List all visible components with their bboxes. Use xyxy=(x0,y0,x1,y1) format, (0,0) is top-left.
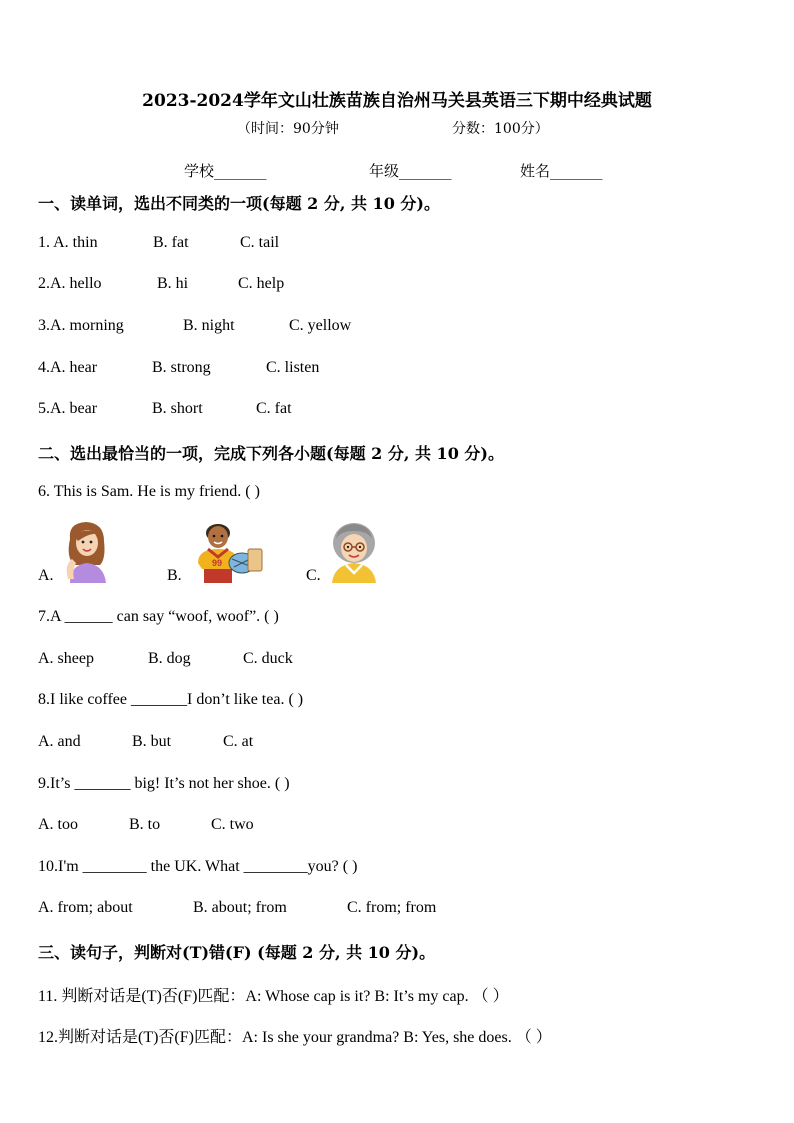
boy-football-player-picture xyxy=(192,519,264,583)
name-field: 姓名_______ xyxy=(520,162,603,180)
question-9-text: 9.It’s _______ big! It’s not her shoe. ( ) xyxy=(38,775,290,792)
question-4-option-c: C. listen xyxy=(266,359,320,376)
question-6-option-b: B. xyxy=(167,567,182,584)
question-11-text: 11. 判断对话是(T)否(F)匹配：A: Whose cap is it? B: It’s my cap. （ ） xyxy=(38,988,509,1005)
question-1-option-c: C. tail xyxy=(240,234,280,251)
question-9-option-a: A. too xyxy=(38,816,78,833)
question-10-text: 10.I'm ________ the UK. What ________you? ( ) xyxy=(38,858,358,875)
grandma-picture xyxy=(328,521,380,583)
question-3-option-c: C. yellow xyxy=(289,317,352,334)
question-12-text: 12.判断对话是(T)否(F)匹配：A: Is she your grandma? B: Yes, she does. （ ） xyxy=(38,1029,552,1046)
question-4-option-a: 4.A. hear xyxy=(38,359,98,376)
question-2-option-a: 2.A. hello xyxy=(38,275,102,292)
question-2-option-b: B. hi xyxy=(157,275,189,292)
question-6-option-c: C. xyxy=(306,567,321,584)
question-7-option-c: C. duck xyxy=(243,650,293,667)
grade-field: 年级_______ xyxy=(369,162,452,180)
question-1-option-a: 1. A. thin xyxy=(38,234,98,251)
question-10-option-b: B. about; from xyxy=(193,899,287,916)
question-3-option-a: 3.A. morning xyxy=(38,317,124,334)
exam-time: （时间：90分钟 xyxy=(237,121,339,137)
exam-score: 分数：100分） xyxy=(452,121,549,137)
question-8-option-b: B. but xyxy=(132,733,172,750)
question-8-text: 8.I like coffee _______I don’t like tea. ( ) xyxy=(38,691,304,708)
section-3-heading: 三、读句子，判断对(T)错(F) (每题 2 分, 共 10 分)。 xyxy=(38,943,436,962)
question-9-option-b: B. to xyxy=(129,816,161,833)
school-field: 学校_______ xyxy=(184,162,267,180)
section-1-heading: 一、读单词，选出不同类的一项(每题 2 分, 共 10 分)。 xyxy=(38,194,440,213)
question-6-text: 6. This is Sam. He is my friend. ( ) xyxy=(38,483,260,500)
section-2-heading: 二、选出最恰当的一项，完成下列各小题(每题 2 分, 共 10 分)。 xyxy=(38,444,504,463)
question-7-option-a: A. sheep xyxy=(38,650,94,667)
question-9-option-c: C. two xyxy=(211,816,254,833)
girl-picture xyxy=(60,519,112,583)
question-10-option-a: A. from; about xyxy=(38,899,133,916)
question-5-option-b: B. short xyxy=(152,400,203,417)
page-title: 2023-2024学年文山壮族苗族自治州马关县英语三下期中经典试题 xyxy=(142,91,652,111)
question-1-option-b: B. fat xyxy=(153,234,189,251)
question-2-option-c: C. help xyxy=(238,275,285,292)
question-3-option-b: B. night xyxy=(183,317,235,334)
question-5-option-c: C. fat xyxy=(256,400,292,417)
question-5-option-a: 5.A. bear xyxy=(38,400,98,417)
question-7-text: 7.A ______ can say “woof, woof”. ( ) xyxy=(38,608,279,625)
question-6-option-a: A. xyxy=(38,567,54,584)
question-8-option-a: A. and xyxy=(38,733,81,750)
question-4-option-b: B. strong xyxy=(152,359,211,376)
jersey-number: 99 xyxy=(212,558,223,568)
question-8-option-c: C. at xyxy=(223,733,254,750)
question-10-option-c: C. from; from xyxy=(347,899,437,916)
question-7-option-b: B. dog xyxy=(148,650,191,667)
